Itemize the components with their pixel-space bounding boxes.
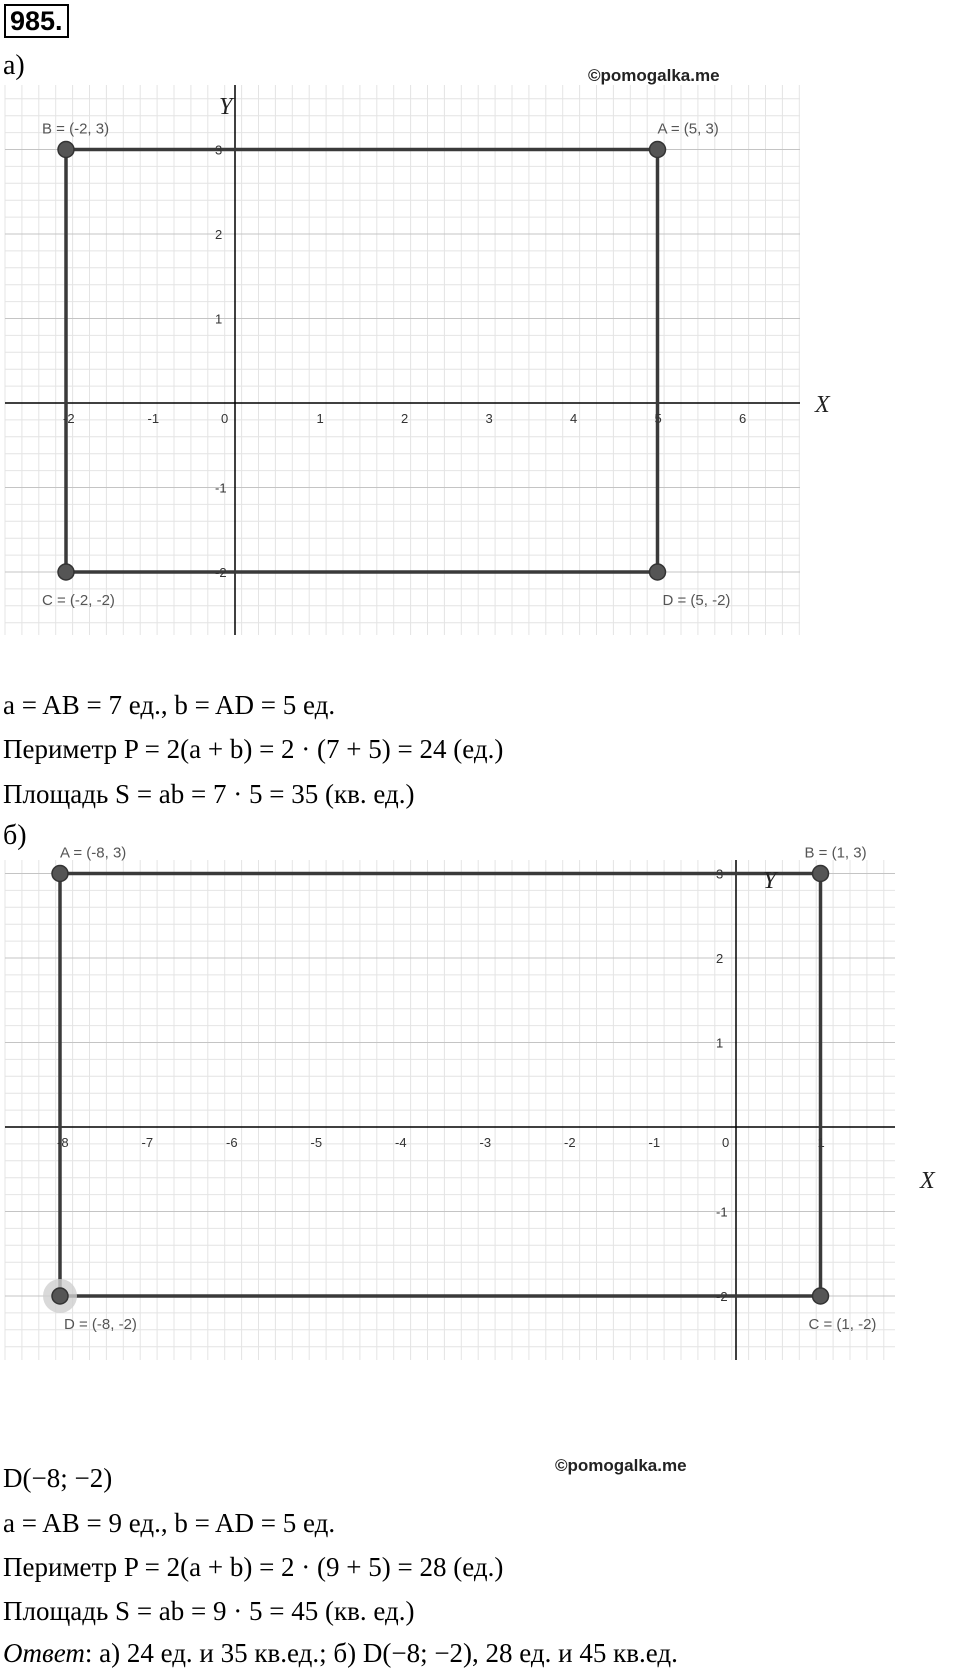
graph-b-grid: [5, 860, 895, 1360]
part-a-label: а): [3, 50, 25, 81]
vertex-point: [58, 564, 74, 580]
y-tick-label: 3: [215, 142, 223, 158]
x-tick-label: 0: [221, 411, 229, 426]
y-tick-label: 3: [716, 866, 724, 882]
part-a-perimeter: Периметр P = 2(a + b) = 2 · (7 + 5) = 24 (ед.): [3, 734, 504, 764]
graph-b-x-axis-label: X: [920, 1168, 935, 1194]
y-tick-label: 1: [716, 1035, 724, 1051]
vertex-label: B = (-2, 3): [42, 120, 110, 138]
vertex-label: A = (5, 3): [657, 120, 719, 138]
rectangle-outline: [66, 150, 658, 573]
graph-a-points: [42, 121, 730, 610]
vertex-label: B = (1, 3): [804, 844, 867, 862]
vertex-label: C = (-2, -2): [42, 592, 115, 609]
part-b-area: Площадь S = ab = 9 · 5 = 45 (кв. ед.): [3, 1596, 415, 1626]
part-a-sides: a = AB = 7 ед., b = AD = 5 ед.: [3, 690, 336, 720]
graph-b-y-axis-label: Y: [763, 868, 777, 894]
part-b-label: б): [3, 820, 27, 851]
y-tick-label: 1: [215, 311, 223, 327]
vertex-label: C = (1, -2): [808, 1316, 877, 1333]
graph-b-tick-labels: [57, 867, 825, 1305]
answer-head: Ответ: [3, 1638, 85, 1668]
x-tick-label: -1: [147, 411, 160, 426]
x-tick-label: 0: [722, 1135, 730, 1150]
y-tick-label: -1: [716, 1204, 728, 1220]
graph-a-rectangle: [66, 150, 658, 573]
x-tick-label: -4: [395, 1135, 407, 1150]
graph-a-y-axis-label: Y: [219, 94, 233, 120]
graph-b-points: [43, 845, 876, 1334]
vertex-point: [650, 564, 666, 580]
part-a-area: Площадь S = ab = 7 · 5 = 35 (кв. ед.): [3, 779, 415, 809]
vertex-point: [650, 142, 666, 158]
vertex-label: A = (-8, 3): [60, 844, 127, 862]
x-tick-label: -8: [57, 1135, 69, 1150]
y-tick-label: -2: [716, 1289, 728, 1304]
y-tick-label: -2: [215, 565, 227, 580]
y-tick-label: 2: [215, 227, 223, 242]
vertex-point: [52, 1288, 68, 1304]
x-tick-label: -2: [564, 1135, 576, 1150]
x-tick-label: -7: [141, 1135, 154, 1150]
vertex-point: [58, 142, 74, 158]
watermark-top: ©pomogalka.me: [588, 66, 720, 85]
vertex-label: D = (-8, -2): [64, 1316, 137, 1333]
graph-a-x-axis-label: X: [815, 392, 830, 418]
x-tick-label: 1: [817, 1135, 825, 1150]
part-b-sides: a = AB = 9 ед., b = AD = 5 ед.: [3, 1508, 336, 1538]
x-tick-label: 4: [570, 411, 578, 426]
x-tick-label: -6: [226, 1135, 238, 1150]
part-b-perimeter: Периметр P = 2(a + b) = 2 · (9 + 5) = 28 (ед.): [3, 1552, 504, 1582]
x-tick-label: -1: [648, 1135, 661, 1150]
y-tick-label: -1: [215, 480, 227, 496]
vertex-point: [813, 866, 829, 882]
graph-a-tick-labels: [63, 143, 746, 581]
part-b-point-d: D(−8; −2): [3, 1463, 113, 1493]
answer-text: : а) 24 ед. и 35 кв.ед.; б) D(−8; −2), 28 ед. и 45 кв.ед.: [84, 1638, 678, 1668]
x-tick-label: 5: [654, 411, 662, 426]
task-number: 985.: [4, 4, 69, 38]
graph-a-grid: [5, 85, 800, 635]
graph-a: [0, 80, 860, 680]
y-tick-label: 2: [716, 951, 724, 966]
x-tick-label: 2: [401, 411, 409, 426]
x-tick-label: 3: [485, 411, 493, 426]
x-tick-label: 1: [316, 411, 324, 426]
vertex-point: [813, 1288, 829, 1304]
vertex-label: D = (5, -2): [662, 592, 731, 609]
graph-b: [0, 844, 960, 1455]
x-tick-label: -3: [479, 1135, 492, 1150]
x-tick-label: -2: [63, 411, 75, 426]
x-tick-label: 6: [739, 411, 747, 426]
vertex-point: [52, 866, 68, 882]
answer-line: [3, 1638, 678, 1669]
x-tick-label: -5: [310, 1135, 323, 1150]
watermark-bottom: ©pomogalka.me: [555, 1456, 687, 1475]
